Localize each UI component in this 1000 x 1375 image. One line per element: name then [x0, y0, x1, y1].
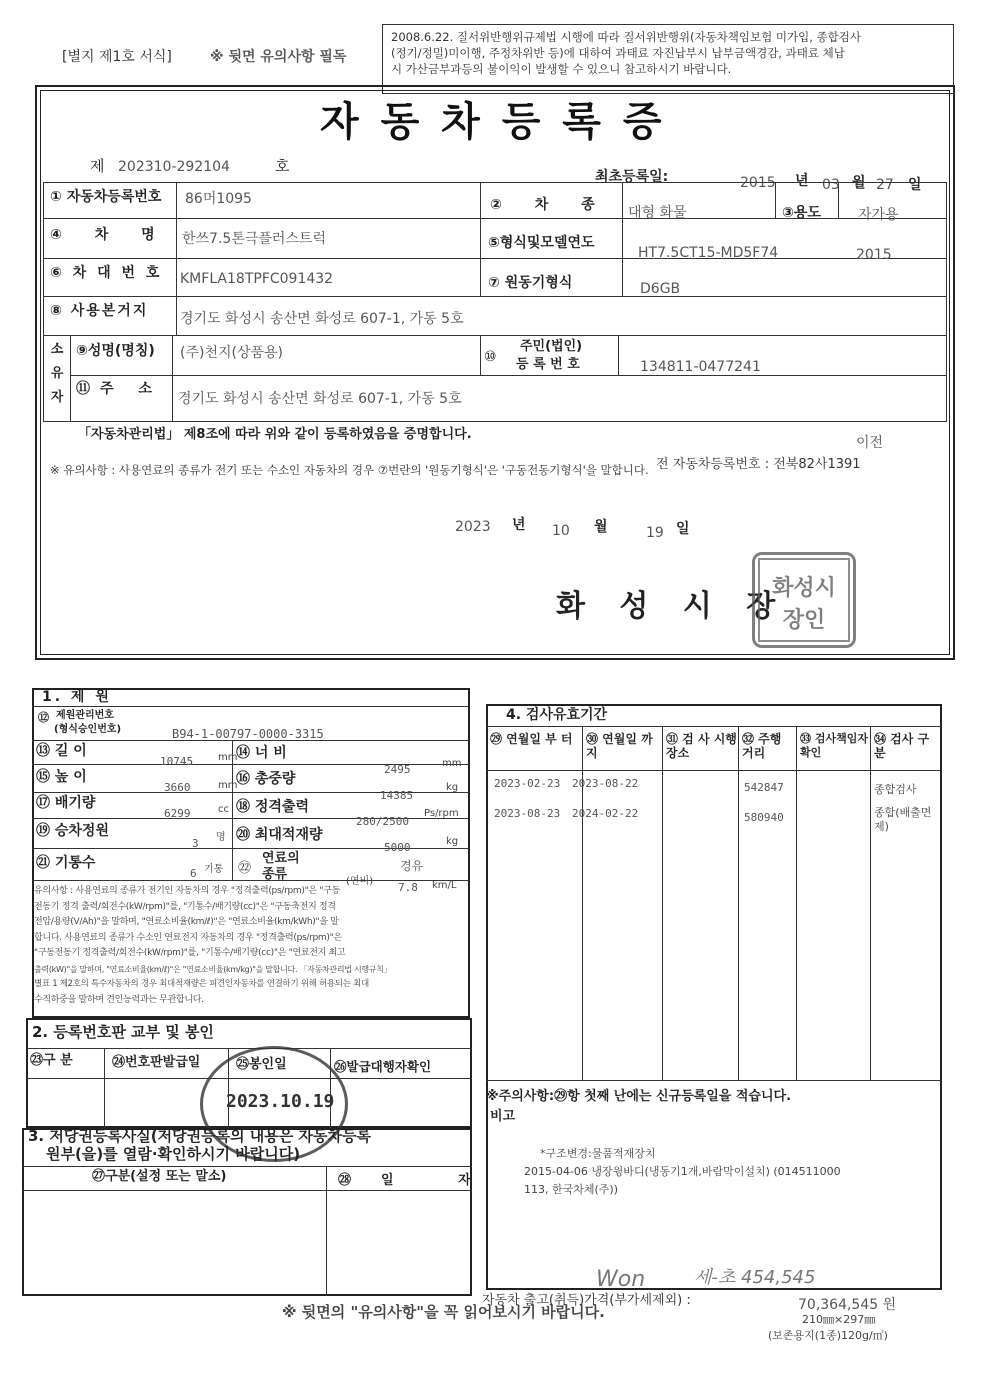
displacement-unit: cc: [218, 804, 229, 815]
plate-col-issue-date: ㉔번호판발급일: [112, 1055, 201, 1070]
row-divider: [32, 706, 470, 707]
econ-unit: km/L: [432, 880, 457, 891]
height-value: 3660: [164, 781, 191, 794]
specs-title: 1. 제 원: [42, 689, 112, 705]
inspection-note: ※주의사항:㉙항 첫째 난에는 신규등록일을 적습니다.: [486, 1089, 792, 1104]
approval-value: B94-1-00797-0000-3315: [172, 727, 324, 741]
use-value: 자가용: [858, 207, 899, 223]
issue-year-unit: 년: [512, 517, 526, 533]
owner-id-label-1: 주민(법인): [520, 339, 583, 354]
specs-notice-line: 별표 1 제2호의 특수자동차의 경우 최대적재량은 피견인자동차를 연결하기 위해 허용되는 최대: [34, 979, 369, 989]
first-reg-year: 2015: [740, 175, 776, 191]
col-divider: [104, 1048, 105, 1128]
owner-id-num: ⑩: [484, 349, 497, 365]
plate-value: 86머1095: [185, 191, 252, 207]
width-unit: mm: [442, 758, 462, 769]
specs-notice-line: "구동전동기 정격출력/회전수(kW/rpm)"를, "기통수/배기량(cc)"은 "연료전지 최고: [34, 948, 346, 958]
issue-day: 19: [646, 525, 664, 541]
vin-label: ⑥ 차 대 번 호: [50, 265, 163, 281]
displacement-label: ⑰ 배기량: [36, 795, 96, 811]
issuer-name: 화 성 시 장: [556, 589, 788, 624]
col-divider: [662, 726, 663, 1080]
power-value: 280/2500: [356, 815, 409, 828]
day-unit: 일: [908, 177, 922, 193]
row-divider: [486, 1080, 942, 1081]
insp-row-2-to: 2024-02-22: [572, 807, 639, 820]
paper-type: (보존용지(1종)120g/㎡): [768, 1329, 888, 1342]
specs-notice-line: 유의사항 : 사용연료의 종류가 전기인 자동차의 경우 "정격출력(ps/rpm)"은 "구동: [34, 886, 341, 896]
load-value: 5000: [384, 841, 411, 854]
power-label: ⑱ 정격출력: [236, 799, 309, 815]
cylinder-unit: 기통: [204, 864, 224, 875]
first-reg-month: 03: [822, 177, 840, 193]
row-divider: [486, 770, 942, 771]
vehicle-type-value: 대형 화물: [628, 205, 687, 221]
issue-year: 2023: [455, 519, 491, 535]
vehicle-type-label: ② 차 종: [490, 197, 609, 213]
approval-label-2: (형식승인번호): [54, 724, 122, 735]
remark-line: 2015-04-06 냉장윙바디(냉동기1개,바람막이설치) (014511000: [524, 1165, 841, 1178]
width-value: 2495: [384, 763, 411, 776]
displacement-value: 6299: [164, 807, 191, 820]
insp-head-officer: ㉝ 검사책임자 확인: [800, 732, 868, 759]
insp-head-place: ㉛ 검 사 시행장소: [666, 732, 737, 760]
owner-addr-value: 경기도 화성시 송산면 화성로 607-1, 가동 5호: [178, 391, 462, 407]
row-divider: [486, 726, 942, 727]
insp-head-mileage: ㉜ 주행 거리: [742, 732, 782, 760]
seats-unit: 명: [216, 832, 226, 843]
notice-label: ※ 뒷면 유의사항 필독: [210, 49, 347, 65]
specs-notice-line: 출력(kW)"을 말하며, "연료소비율(km/ℓ)"은 "연료소비율(km/kg)"을 말합니다. 「자동차관리법 시행규칙」: [34, 964, 392, 974]
paper-size: 210㎜×297㎜: [802, 1313, 876, 1326]
hand-note-amount: 세-초 454,545: [694, 1267, 816, 1288]
vin-value: KMFLA18TPFC091432: [180, 271, 334, 287]
col-divider: [738, 726, 739, 1080]
econ-value: 7.8: [398, 881, 418, 894]
row-divider: [22, 1190, 472, 1191]
owner-side-label: 소유자: [50, 342, 64, 405]
row-divider: [22, 1166, 472, 1167]
engine-label: ⑦ 원동기형식: [488, 275, 573, 291]
form-label: [별지 제1호 서식]: [62, 49, 172, 65]
year-unit: 년: [795, 173, 809, 189]
official-seal: [752, 552, 856, 648]
row-divider: [43, 335, 947, 336]
owner-addr-label: ⑪주 소: [76, 381, 162, 397]
top-notice-line: 2008.6.22. 질서위반행위규제법 시행에 따라 질서위반행위(자동차책임보험 미가입, 종합검사: [391, 30, 861, 44]
width-label: ⑭ 너 비: [236, 745, 287, 761]
row-divider: [70, 375, 947, 376]
insp-row-1-to: 2023-08-22: [572, 777, 639, 790]
cert-no-suffix: 호: [275, 157, 290, 175]
col-divider: [618, 335, 619, 375]
econ-label: (연비): [346, 876, 374, 887]
use-label: ③용도: [782, 205, 821, 221]
col-divider: [870, 726, 871, 1080]
cert-no-prefix: 제: [90, 157, 105, 175]
issue-day-unit: 일: [676, 521, 690, 537]
issue-month: 10: [552, 523, 570, 539]
insp-head-kind: ㉞ 검사 구분: [874, 732, 930, 760]
svg-text:장인: 장인: [782, 607, 826, 633]
fuel-num: ㉒: [238, 861, 252, 876]
model-label: ⑤형식및모델연도: [488, 235, 595, 251]
plate-col-seal-date: ㉕봉인일: [236, 1057, 287, 1072]
approval-label-1: 제원관리번호: [56, 710, 114, 721]
col-divider: [775, 182, 776, 218]
specs-notice-line: 합니다. 사용연료의 종류가 수소인 연료전지 자동차의 경우 "정격출력(ps/rpm)"은: [34, 932, 342, 943]
fuel-label-1: 연료의: [262, 851, 300, 866]
proof-text: 「자동차관리법」 제8조에 따라 위와 같이 등록하였음을 증명합니다.: [78, 427, 472, 442]
insp-head-to: ㉚ 연월일 까 지: [586, 732, 653, 760]
length-unit: mm: [218, 752, 238, 763]
height-unit: mm: [218, 780, 238, 791]
insp-row-1-from: 2023-02-23: [494, 777, 561, 790]
location-value: 경기도 화성시 송산면 화성로 607-1, 가동 5호: [180, 311, 464, 327]
row-divider: [43, 296, 947, 297]
first-reg-day: 27: [876, 177, 894, 193]
approval-label: ⑫: [38, 711, 49, 724]
load-unit: kg: [446, 836, 459, 847]
cylinder-label: ㉑ 기통수: [36, 855, 96, 871]
weight-value: 14385: [380, 789, 414, 802]
length-label: ⑬ 길 이: [36, 743, 87, 759]
plate-col-agent: ㉖발급대행자확인: [334, 1059, 432, 1074]
insp-row-2-from: 2023-08-23: [494, 807, 561, 820]
plate-label: ① 자동차등록번호: [50, 189, 162, 205]
col-divider: [622, 182, 623, 296]
plate-issue-title: 2. 등록번호판 교부 및 봉인: [32, 1023, 214, 1041]
height-label: ⑮ 높 이: [36, 769, 87, 785]
owner-id-label-2: 등 록 번 호: [516, 357, 580, 372]
remark-line: 113, 한국차체(주)): [524, 1183, 618, 1196]
fuel-notice: ※ 유의사항 : 사용연료의 종류가 전기 또는 수소인 자동차의 경우 ⑦번란의 '원동기형식'은 '구동전동기형식'을 말합니다.: [50, 463, 649, 477]
price-value: 70,364,545 원: [798, 1297, 897, 1313]
page-title: 자 동 차 등 록 증: [320, 98, 666, 145]
length-value: 10745: [160, 755, 194, 768]
weight-label: ⑯ 총중량: [236, 771, 296, 787]
col-divider: [172, 335, 173, 422]
mortgage-title-2: 원부(을)를 열람·확인하시기 바랍니다): [46, 1145, 301, 1163]
fuel-label-2: 종류: [262, 867, 288, 882]
first-reg-label: 최초등록일:: [595, 169, 669, 185]
vehicle-name-value: 한쓰7.5톤극플러스트럭: [182, 231, 326, 247]
insp-row-2-kind: 종합(배출면제): [874, 806, 932, 833]
mortgage-title-1: 3. 저당권등록사실(저당권등록의 내용은 자동차등록: [28, 1127, 371, 1145]
insp-head-from: ㉙ 연월일 부 터: [490, 732, 573, 746]
power-unit: Ps/rpm: [424, 808, 459, 819]
row-divider: [43, 258, 947, 259]
insp-row-1-kind: 종합검사: [874, 783, 917, 796]
top-notice-line: (정기/정밀)미이행, 주정차위반 등)에 대하여 과태료 자진납부시 납부금액경감, 과태료 체납: [391, 46, 845, 60]
col-divider: [480, 335, 481, 375]
svg-text:화성시: 화성시: [772, 575, 836, 601]
col-divider: [480, 182, 481, 296]
owner-name-value: (주)천지(상품용): [180, 345, 283, 361]
mortgage-col-type: ㉗구분(설정 또는 말소): [92, 1169, 227, 1184]
col-divider: [326, 1166, 327, 1296]
month-unit: 월: [852, 175, 866, 191]
transfer-label: 이전: [856, 435, 884, 451]
engine-value: D6GB: [640, 281, 681, 297]
seats-label: ⑲ 승차정원: [36, 823, 109, 839]
inspection-title: 4. 검사유효기간: [506, 707, 608, 723]
owner-name-label: ⑨성명(명칭): [76, 343, 155, 359]
official-seal-mark: [755, 555, 853, 645]
footer-notice: ※ 뒷면의 "유의사항"을 꼭 읽어보시기 바랍니다.: [282, 1303, 605, 1321]
model-year-value: 2015: [856, 247, 892, 263]
cylinder-value: 6: [190, 867, 197, 880]
owner-id-value: 134811-0477241: [640, 359, 761, 375]
plate-col-category: ㉓구 분: [30, 1053, 73, 1068]
remark-line: *구조변경:물품적재장치: [540, 1147, 656, 1160]
specs-notice-line: 전동기 정격 출력/회전수(kW/rpm)"를, "기통수/배기량(cc)"은 "구동축전지 정격: [34, 901, 336, 912]
insp-row-2-km: 580940: [744, 811, 784, 824]
hand-note-won: Won: [596, 1267, 646, 1292]
specs-notice-line: 수직하중을 말하며 견인능력과는 무관합니다.: [34, 994, 204, 1005]
model-value: HT7.5CT15-MD5F74: [638, 245, 779, 261]
remark-label: 비고: [490, 1109, 516, 1124]
col-divider: [70, 335, 71, 422]
seats-value: 3: [192, 837, 199, 850]
insp-row-1-km: 542847: [744, 781, 784, 794]
specs-notice-line: 전압/용량(V/Ah)"을 말하며, "연료소비율(km/ℓ)"은 "연료소비율(km/kWh)"을 말: [34, 917, 339, 927]
weight-unit: kg: [446, 782, 459, 793]
location-label: ⑧ 사용본거지: [50, 303, 149, 319]
load-label: ⑳ 최대적재량: [236, 827, 323, 843]
top-notice-line: 시 가산금부과등의 불이익이 발생할 수 있으니 참고하시기 바랍니다.: [391, 62, 732, 76]
stamp-date: 2023.10.19: [226, 1091, 335, 1112]
fuel-value: 경유: [400, 859, 424, 873]
col-divider: [838, 182, 839, 218]
col-divider: [796, 726, 797, 1080]
top-notice-box: [382, 24, 954, 94]
price-label: 자동차 출고(취득)가격(부가세제외) :: [482, 1293, 691, 1308]
col-divider: [176, 182, 177, 335]
vehicle-name-label: ④ 차 명: [50, 227, 169, 243]
cert-no-value: 202310-292104: [118, 159, 230, 175]
issue-month-unit: 월: [594, 519, 608, 535]
prev-plate: 전 자동차등록번호 : 전북82사1391: [656, 457, 861, 472]
mortgage-col-date: ㉘일 자: [338, 1173, 501, 1188]
